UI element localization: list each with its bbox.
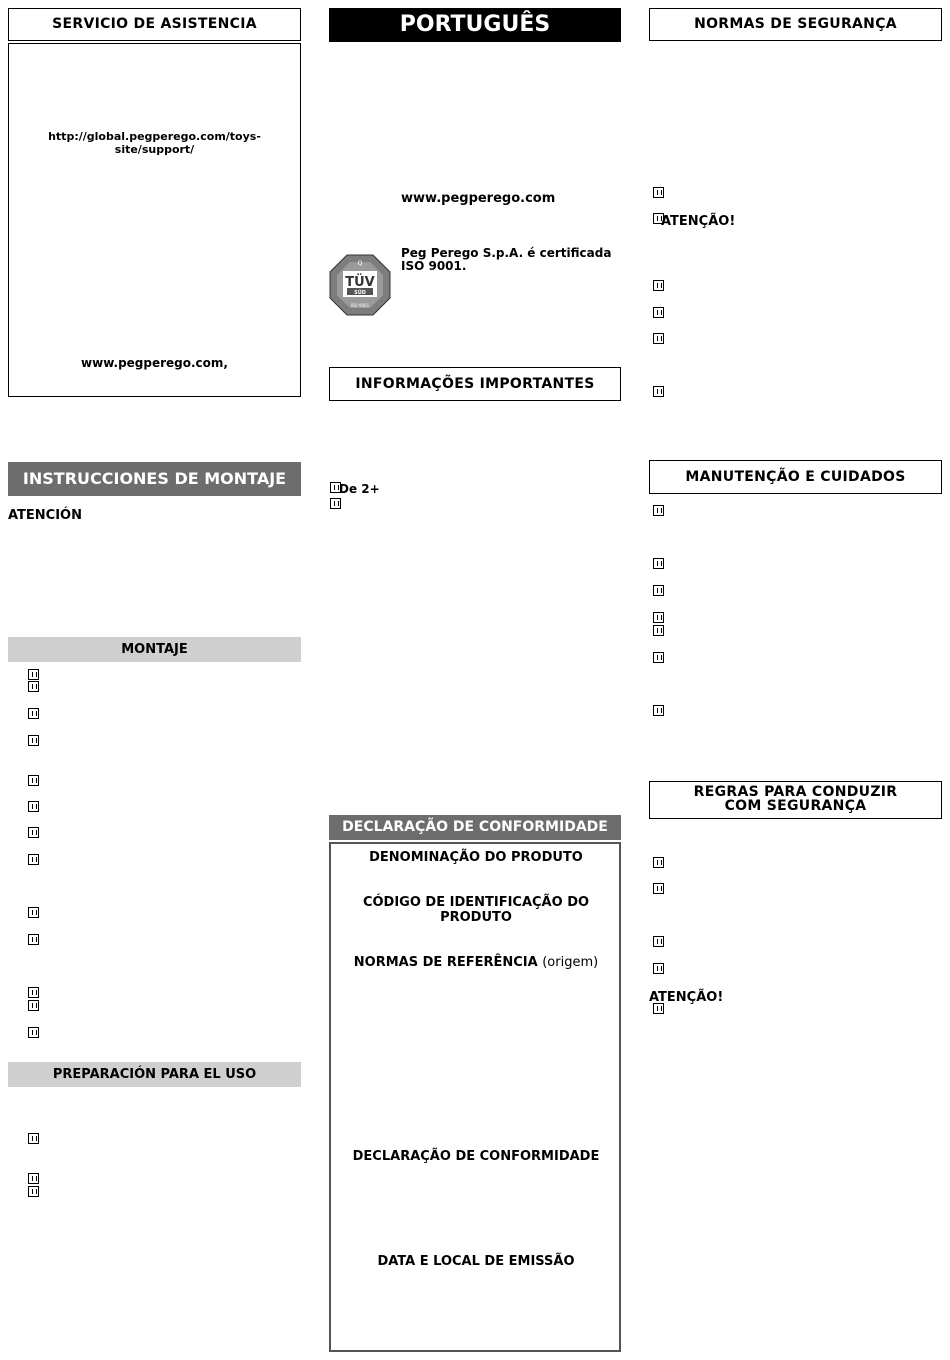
driving-heading-line-2: COM SEGURANÇA — [724, 798, 867, 814]
care-icon — [653, 585, 664, 596]
cert-line-1: Peg Perego S.p.A. é certificada — [401, 246, 612, 260]
care-icon — [653, 558, 664, 569]
step-icon — [28, 801, 39, 812]
care-icon — [653, 705, 664, 716]
decl-norms — [341, 955, 611, 970]
step-icon — [28, 1133, 39, 1144]
care-heading-text: MANUTENÇÃO E CUIDADOS — [685, 469, 906, 485]
certification-text — [401, 247, 611, 273]
step-icon — [28, 735, 39, 746]
driving-icon — [653, 857, 664, 868]
tuv-logo — [329, 254, 391, 316]
step-icon — [28, 1173, 39, 1184]
logo-iso: ISO 9001 — [350, 303, 370, 308]
step-icon — [28, 669, 39, 680]
driving-icon — [653, 883, 664, 894]
info-heading-text: INFORMAÇÕES IMPORTANTES — [355, 376, 595, 392]
rule-icon — [653, 333, 664, 344]
step-icon — [28, 987, 39, 998]
declaration-box — [329, 842, 621, 1352]
rule-icon — [653, 280, 664, 291]
support-site: www.pegperego.com, — [81, 356, 228, 370]
step-icon — [28, 907, 39, 918]
rule-icon — [653, 187, 664, 198]
declaration-heading — [329, 815, 621, 840]
language-heading-text: PORTUGUÊS — [399, 12, 551, 37]
logo-tuv: TÜV — [345, 275, 375, 290]
decl-code: CÓDIGO DE IDENTIFICAÇÃO DO PRODUTO — [362, 895, 590, 925]
care-heading — [649, 460, 942, 494]
decl-norms-origin: (origem) — [542, 955, 599, 970]
step-icon — [28, 708, 39, 719]
step-icon — [28, 1000, 39, 1011]
safety-heading — [649, 8, 942, 41]
decl-product: DENOMINAÇÃO DO PRODUTO — [369, 850, 583, 865]
cert-line-2: ISO 9001. — [401, 259, 467, 273]
montaje-heading-text: MONTAJE — [121, 642, 188, 657]
prep-heading — [8, 1062, 301, 1087]
logo-q: Q — [357, 260, 363, 267]
decl-conformity: DECLARAÇÃO DE CONFORMIDADE — [352, 1149, 600, 1164]
language-heading — [329, 8, 621, 42]
declaration-heading-text: DECLARAÇÃO DE CONFORMIDADE — [342, 819, 608, 835]
step-icon — [28, 775, 39, 786]
assembly-attention: ATENCIÓN — [8, 508, 82, 523]
driving-icon — [653, 936, 664, 947]
assembly-heading-text: INSTRUCCIONES DE MONTAJE — [22, 469, 287, 488]
driving-heading-line-1: REGRAS PARA CONDUZIR — [693, 784, 898, 800]
website-text: www.pegperego.com — [401, 191, 556, 206]
rule-icon — [653, 307, 664, 318]
decl-date: DATA E LOCAL DE EMISSÃO — [377, 1254, 575, 1269]
support-box — [8, 43, 301, 397]
care-icon — [653, 652, 664, 663]
assembly-heading — [8, 462, 301, 496]
info-heading — [329, 367, 621, 401]
prep-heading-text: PREPARACIÓN PARA EL USO — [52, 1067, 257, 1082]
support-heading — [8, 8, 301, 41]
age-text: De 2+ — [339, 482, 380, 496]
care-icon — [653, 625, 664, 636]
info-icon — [330, 498, 341, 509]
care-icon — [653, 612, 664, 623]
driving-icon — [653, 963, 664, 974]
montaje-heading — [8, 637, 301, 662]
step-icon — [28, 854, 39, 865]
support-url: http://global.pegperego.com/toys-site/support/ — [48, 130, 261, 156]
logo-sud: SÜD — [354, 290, 366, 296]
step-icon — [28, 1027, 39, 1038]
step-icon — [28, 934, 39, 945]
support-heading-text: SERVICIO DE ASISTENCIA — [52, 16, 257, 32]
step-icon — [28, 1186, 39, 1197]
care-icon — [653, 505, 664, 516]
driving-attention: ATENÇÃO! — [649, 990, 724, 1005]
decl-norms-bold: NORMAS DE REFERÊNCIA — [353, 955, 538, 970]
step-icon — [28, 827, 39, 838]
safety-heading-text: NORMAS DE SEGURANÇA — [694, 16, 897, 32]
driving-heading — [649, 781, 942, 819]
rule-icon — [653, 386, 664, 397]
step-icon — [28, 681, 39, 692]
safety-attention: ATENÇÃO! — [661, 214, 736, 229]
